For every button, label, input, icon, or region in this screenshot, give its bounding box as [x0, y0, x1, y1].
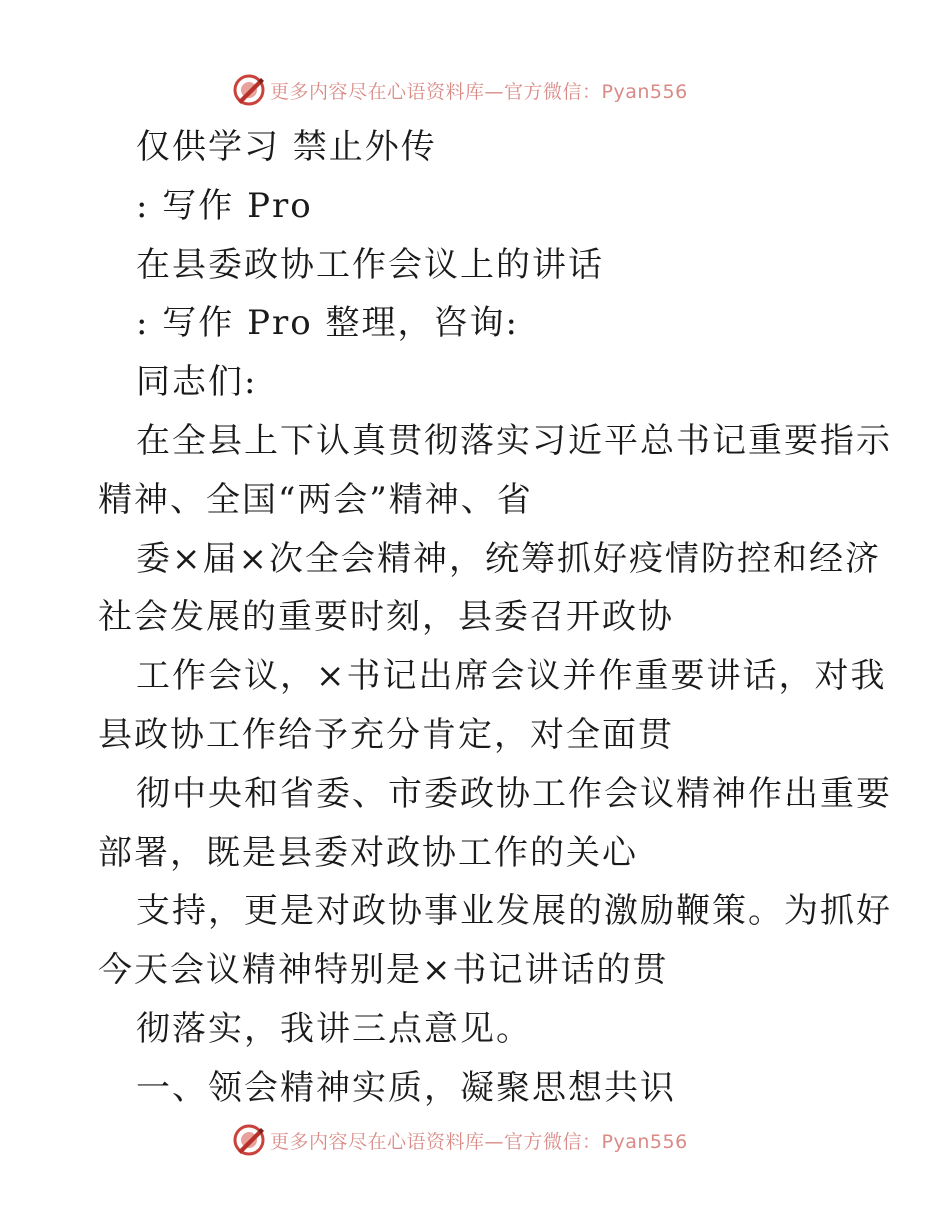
- paragraph-line: 在全县上下认真贯彻落实习近平总书记重要指示: [136, 420, 892, 461]
- salutation: 同志们:: [136, 362, 258, 403]
- paragraph-line: 彻中央和省委、市委政协工作会议精神作出重要: [136, 773, 892, 814]
- footer-banner: [232, 1120, 688, 1160]
- paragraph-line: 今天会议精神特别是×书记讲话的贯: [98, 950, 669, 991]
- paragraph-line: 部署，既是县委对政协工作的关心: [98, 832, 638, 873]
- author-line: : 写作 Pro: [136, 185, 313, 226]
- speech-title: 在县委政协工作会议上的讲话: [136, 244, 604, 285]
- header-banner: [232, 70, 688, 110]
- paragraph-line: 委×届×次全会精神，统筹抓好疫情防控和经济: [136, 538, 881, 579]
- pen-seal-logo-icon: [232, 73, 266, 107]
- paragraph-line: 支持，更是对政协事业发展的激励鞭策。为抓好: [136, 891, 892, 932]
- notice-line: 仅供学习 禁止外传: [136, 127, 437, 167]
- paragraph-line: 县政协工作给予充分肯定，对全面贯: [98, 714, 674, 755]
- paragraph-line: 社会发展的重要时刻，县委召开政协: [98, 597, 674, 638]
- paragraph-line: 彻落实，我讲三点意见。: [136, 1008, 532, 1049]
- footer-banner-text: 更多内容尽在心语资料库—官方微信：Pyan556: [270, 1130, 688, 1153]
- compiler-line: : 写作 Pro 整理，咨询:: [136, 303, 519, 344]
- document-body: [98, 118, 892, 1118]
- header-banner-text: 更多内容尽在心语资料库—官方微信：Pyan556: [270, 80, 688, 103]
- paragraph-line: 精神、全国“两会”精神、省: [98, 479, 533, 520]
- section-heading: 一、领会精神实质，凝聚思想共识: [136, 1067, 676, 1108]
- paragraph-line: 工作会议，×书记出席会议并作重要讲话，对我: [136, 656, 887, 697]
- pen-seal-logo-icon: [232, 1123, 266, 1157]
